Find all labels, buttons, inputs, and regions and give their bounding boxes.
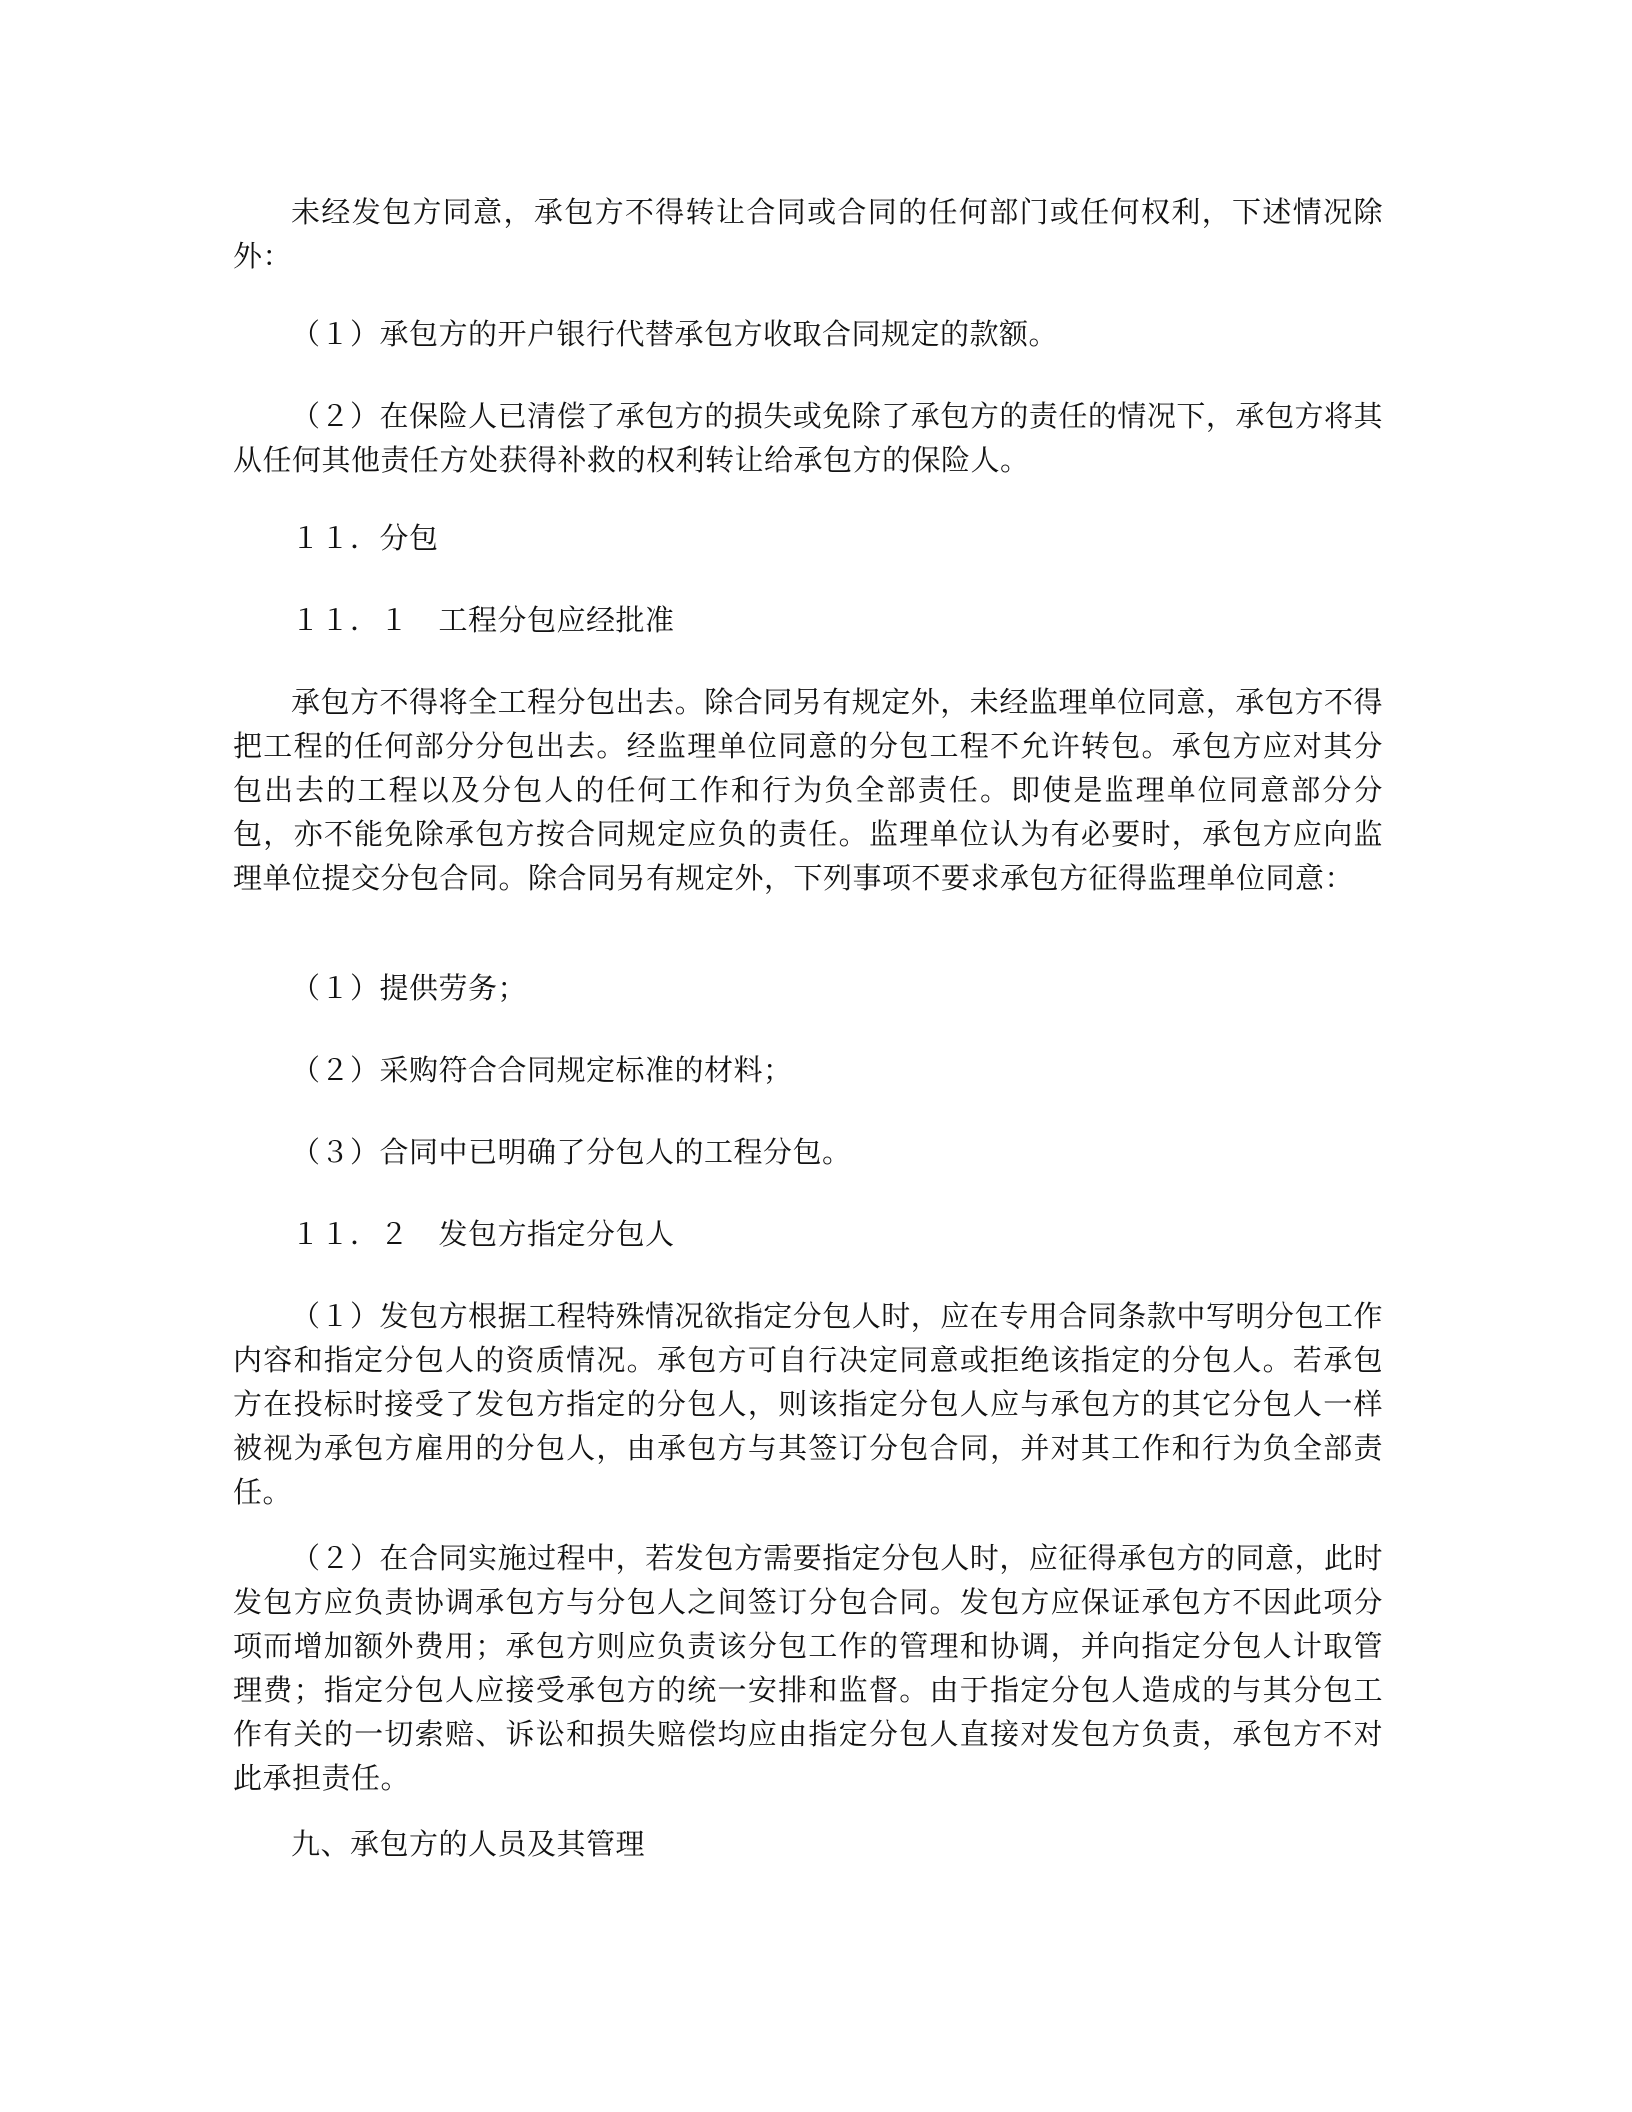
paragraph-exception-1: （１）承包方的开户银行代替承包方收取合同规定的款额。 <box>291 317 1059 351</box>
list-item-materials: （２）采购符合合同规定标准的材料； <box>291 1053 793 1087</box>
section-heading-personnel: 九、承包方的人员及其管理 <box>291 1827 646 1861</box>
list-item-specified-subcontract: （３）合同中已明确了分包人的工程分包。 <box>291 1135 852 1169</box>
paragraph-transfer-restriction: 未经发包方同意，承包方不得转让合同或合同的任何部门或任何权利，下述情况除外： <box>233 195 1383 273</box>
paragraph-subcontract-approval: 承包方不得将全工程分包出去。除合同另有规定外，未经监理单位同意，承包方不得把工程的任何部分分包出去。经监理单位同意的分包工程不允许转包。承包方应对其分包出去的工程以及分包人的任何工作和行为负全部责任。即使是监理单位同意部分分包，亦不能免除承包方按合同规定应负的责任。监理单位认为有必要时，承包方应向监理单位提交分包合同。除合同另有规定外，下列事项不要求承包方征得监理单位同意： <box>233 685 1383 895</box>
paragraph-designated-subcontractor-1: （１）发包方根据工程特殊情况欲指定分包人时，应在专用合同条款中写明分包工作内容和指定分包人的资质情况。承包方可自行决定同意或拒绝该指定的分包人。若承包方在投标时接受了发包方指定的分包人，则该指定分包人应与承包方的其它分包人一样被视为承包方雇用的分包人，由承包方与其签订分包合同，并对其工作和行为负全部责任。 <box>233 1299 1383 1509</box>
section-heading-subcontract: １１．分包 <box>291 521 439 555</box>
subsection-heading-11-2: １１．２ 发包方指定分包人 <box>291 1217 675 1251</box>
paragraph-exception-2: （２）在保险人已清偿了承包方的损失或免除了承包方的责任的情况下，承包方将其从任何其他责任方处获得补救的权利转让给承包方的保险人。 <box>233 399 1383 477</box>
subsection-heading-11-1: １１．１ 工程分包应经批准 <box>291 603 675 637</box>
list-item-labor: （１）提供劳务； <box>291 971 528 1005</box>
paragraph-designated-subcontractor-2: （２）在合同实施过程中，若发包方需要指定分包人时，应征得承包方的同意，此时发包方应负责协调承包方与分包人之间签订分包合同。发包方应保证承包方不因此项分项而增加额外费用；承包方则应负责该分包工作的管理和协调，并向指定分包人计取管理费；指定分包人应接受承包方的统一安排和监督。由于指定分包人造成的与其分包工作有关的一切索赔、诉讼和损失赔偿均应由指定分包人直接对发包方负责，承包方不对此承担责任。 <box>233 1541 1383 1795</box>
